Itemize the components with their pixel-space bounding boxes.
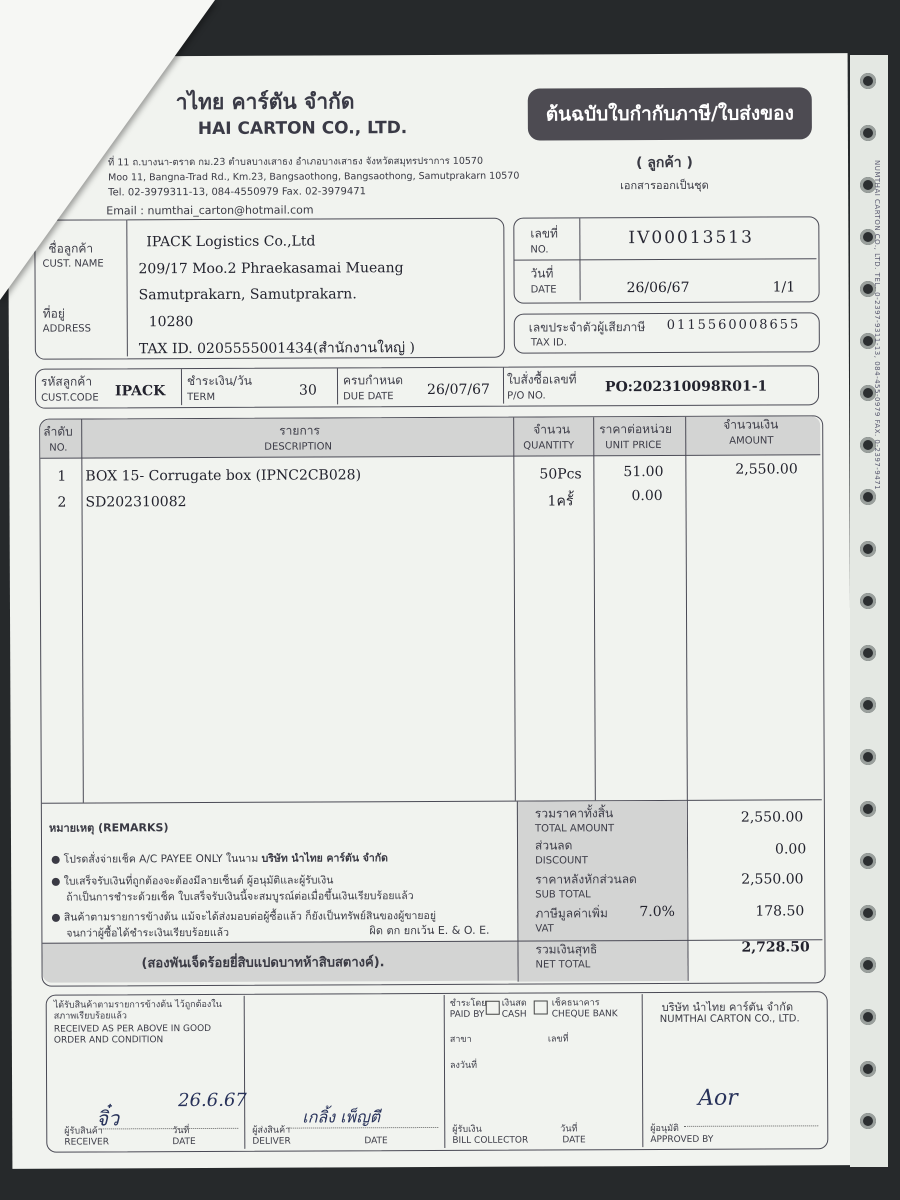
col-price-en: UNIT PRICE bbox=[605, 439, 662, 452]
total-amount: 2,550.00 bbox=[740, 809, 804, 826]
cust-code: IPACK bbox=[115, 383, 166, 400]
col-amount-th: จำนวนเงิน bbox=[723, 417, 779, 432]
row-2-desc: SD202310082 bbox=[85, 494, 187, 511]
invoice-no-label-th: เลขที่ bbox=[530, 226, 558, 241]
company-tel: Tel. 02-3979311-13, 084-4550979 Fax. 02-3979471 bbox=[108, 186, 366, 199]
remark-3: ถ้าเป็นการชำระด้วยเช็ค ใบเสร็จรับเงินนี้จะสมบูรณ์ต่อเมื่อขึ้นเงินเรียบร้อยแล้ว bbox=[66, 890, 414, 904]
col-qty-en: QUANTITY bbox=[523, 440, 575, 452]
address-label-en: ADDRESS bbox=[42, 323, 91, 335]
row-1-no: 1 bbox=[57, 468, 67, 485]
feed-hole bbox=[860, 749, 876, 765]
deliver-date-label-en: DATE bbox=[364, 1136, 388, 1147]
po-label-en: P/O NO. bbox=[507, 390, 546, 402]
receiver-signature: จิ๋ว bbox=[96, 1106, 120, 1131]
feed-hole bbox=[860, 697, 876, 713]
remark-1 bbox=[51, 849, 388, 867]
remarks-title: หมายเหตุ (REMARKS) bbox=[48, 821, 169, 835]
branch-label: สาขา bbox=[449, 1034, 472, 1045]
receiver-date-label-en: DATE bbox=[172, 1137, 196, 1148]
col-price-th: ราคาต่อหน่วย bbox=[599, 421, 673, 437]
invoice-page: 1/1 bbox=[772, 279, 796, 296]
approver-signature: Aor bbox=[698, 1085, 738, 1111]
col-amount-en: AMOUNT bbox=[729, 435, 774, 447]
feed-hole bbox=[860, 801, 876, 817]
due-date: 26/07/67 bbox=[427, 381, 490, 399]
feed-hole bbox=[860, 593, 876, 609]
cust-name-label-th: ชื่อลูกค้า bbox=[48, 241, 94, 256]
feed-hole bbox=[860, 1061, 876, 1077]
address-label-th: ที่อยู่ bbox=[42, 306, 65, 321]
tractor-feed-strip bbox=[850, 55, 888, 1167]
document-title: ต้นฉบับใบกำกับภาษี/ใบส่งของ bbox=[528, 87, 812, 140]
remark-4-text: สินค้าตามรายการข้างต้น แม้จะได้ส่งมอบต่อผู้ซื้อแล้ว ก็ยังเป็นทรัพย์สินของผู้ขายอยู่ bbox=[63, 909, 437, 924]
subtotal-amount: 2,550.00 bbox=[741, 871, 804, 888]
term-days: 30 bbox=[299, 382, 317, 399]
vat-label-th: ภาษีมูลค่าเพิ่ม bbox=[535, 906, 608, 921]
collector-date-label-th: วันที่ bbox=[560, 1124, 578, 1135]
cust-code-label-th: รหัสลูกค้า bbox=[40, 374, 93, 389]
company-address-en: Moo 11, Bangna-Trad Rd., Km.23, Bangsaothong, Bangsaothong, Samutprakarn 10570 bbox=[108, 170, 520, 184]
feed-hole bbox=[860, 957, 876, 973]
row-1-price: 51.00 bbox=[623, 463, 664, 481]
paid-by-label bbox=[450, 999, 487, 1021]
total-label-th: รวมราคาทั้งสิ้น bbox=[534, 806, 614, 821]
col-qty-th: จำนวน bbox=[533, 422, 571, 437]
footer-company-en: NUMTHAI CARTON CO., LTD. bbox=[659, 1013, 800, 1026]
invoice-no-label-en: NO. bbox=[530, 244, 549, 256]
col-no-th: ลำดับ bbox=[43, 424, 73, 439]
receiver-label-en: RECEIVER bbox=[64, 1137, 110, 1148]
cash-en: CASH bbox=[501, 1009, 527, 1020]
eoe-note: ผิด ตก ยกเว้น E. & O. E. bbox=[369, 923, 490, 938]
feed-hole bbox=[860, 853, 876, 869]
feed-hole bbox=[860, 489, 876, 505]
row-1-amount: 2,550.00 bbox=[735, 461, 798, 478]
bullet-icon: ● bbox=[51, 853, 61, 866]
subtotal-label-en: SUB TOTAL bbox=[535, 889, 591, 901]
feed-hole bbox=[860, 1009, 876, 1025]
feed-hole bbox=[860, 125, 876, 141]
paid-by-th: ชำระโดย bbox=[449, 998, 487, 1009]
terms-divider-2 bbox=[337, 368, 338, 404]
invoice-date-label-th: วันที่ bbox=[530, 266, 554, 281]
remark-5: จนกว่าผู้ซื้อได้ชำระเงินเรียบร้อยแล้ว bbox=[66, 926, 230, 940]
invoice-number: IV00013513 bbox=[628, 227, 754, 249]
document-set-note: เอกสารออกเป็นชุด bbox=[620, 178, 709, 193]
term-label-en: TERM bbox=[187, 391, 216, 404]
feed-hole bbox=[860, 905, 876, 921]
customer-address-line1: 209/17 Moo.2 Phraekasamai Mueang bbox=[138, 260, 404, 278]
feed-strip-text: NUMTHAI CARTON CO., LTD. TEL. 0-2397-9311-13, 084-455-0979 FAX. 0-2397-9471 bbox=[873, 160, 881, 491]
received-note-en: RECEIVED AS PER ABOVE IN GOOD ORDER AND CONDITION bbox=[53, 1023, 212, 1046]
bullet-icon: ● bbox=[51, 875, 61, 888]
due-label-th: ครบกำหนด bbox=[342, 373, 404, 388]
discount-label-en: DISCOUNT bbox=[535, 855, 588, 867]
company-name-en: HAI CARTON CO., LTD. bbox=[197, 118, 408, 140]
row-2-qty: 1ครั้ bbox=[547, 493, 574, 510]
footer-company-th: บริษัท นำไทย คาร์ตัน จำกัด bbox=[661, 1000, 794, 1014]
vat-amount: 178.50 bbox=[755, 903, 805, 920]
invoice-date: 26/06/67 bbox=[626, 279, 690, 297]
cheque-en: CHEQUE BANK bbox=[551, 1009, 618, 1020]
receiver-label-th: ผู้รับสินค้า bbox=[64, 1126, 103, 1137]
seller-tax-label-th: เลขประจำตัวผู้เสียภาษี bbox=[528, 320, 646, 335]
amount-in-words: (สองพันเจ็ดร้อยยี่สิบแปดบาทห้าสิบสตางค์). bbox=[141, 955, 385, 972]
subtotal-label-th: ราคาหลังหักส่วนลด bbox=[535, 872, 637, 887]
customer-tax-id: TAX ID. 0205555001434(สำนักงานใหญ่ ) bbox=[138, 340, 416, 358]
term-label-th: ชำระเงิน/วัน bbox=[186, 373, 252, 389]
net-label-th: รวมเงินสุทธิ bbox=[535, 942, 598, 957]
col-no-en: NO. bbox=[49, 442, 68, 454]
cheque-checkbox[interactable] bbox=[534, 1000, 548, 1014]
approved-label-en: APPROVED BY bbox=[650, 1134, 714, 1146]
customer-address-line3: 10280 bbox=[148, 314, 194, 331]
discount-amount: 0.00 bbox=[775, 841, 807, 858]
company-name-th: าไทย คาร์ตัน จำกัด bbox=[175, 89, 355, 115]
deliver-label-th: ผู้ส่งสินค้า bbox=[252, 1125, 291, 1136]
po-number: PO:202310098R01-1 bbox=[604, 378, 768, 396]
invoice-date-label-en: DATE bbox=[530, 284, 557, 296]
cust-code-label-en: CUST.CODE bbox=[41, 392, 99, 404]
cheque-date-label: ลงวันที่ bbox=[449, 1060, 478, 1071]
remark-1-text: โปรดสั่งจ่ายเช็ค A/C PAYEE ONLY ในนาม bbox=[63, 852, 262, 866]
col-desc-th: รายการ bbox=[279, 423, 320, 438]
overlapping-paper-corner bbox=[0, 0, 215, 300]
cheque-no-label: เลขที่ bbox=[547, 1034, 569, 1045]
discount-label-th: ส่วนลด bbox=[534, 838, 573, 853]
cust-name-label-en: CUST. NAME bbox=[42, 258, 104, 270]
bullet-icon: ● bbox=[51, 911, 61, 924]
collector-date-label-en: DATE bbox=[562, 1135, 586, 1146]
feed-hole bbox=[860, 645, 876, 661]
feed-hole bbox=[860, 1113, 876, 1129]
vat-label-en: VAT bbox=[535, 923, 554, 935]
row-2-no: 2 bbox=[57, 494, 67, 511]
deliver-signature: เกลิ้ง เพ็ญตี bbox=[302, 1107, 381, 1127]
feed-hole bbox=[860, 73, 876, 89]
cheque-label bbox=[552, 998, 618, 1020]
collector-label-th: ผู้รับเงิน bbox=[452, 1124, 482, 1135]
po-label-th: ใบสั่งซื้อเลขที่ bbox=[506, 372, 577, 387]
seller-tax-label-en: TAX ID. bbox=[530, 337, 567, 349]
document-copy-label: ( ลูกค้า ) bbox=[636, 154, 693, 172]
terms-divider-3 bbox=[503, 368, 504, 404]
customer-address-line2: Samutprakarn, Samutprakarn. bbox=[138, 286, 357, 304]
col-desc-en: DESCRIPTION bbox=[264, 441, 332, 453]
receiver-date-label-th: วันที่ bbox=[172, 1126, 190, 1137]
cash-checkbox[interactable] bbox=[486, 1001, 500, 1015]
row-1-desc: BOX 15- Corrugate box (IPNC2CB028) bbox=[85, 467, 362, 485]
received-note-th: ได้รับสินค้าตามรายการข้างต้น ไว้ถูกต้องในสภาพเรียบร้อยแล้ว bbox=[53, 999, 222, 1022]
approved-label-th: ผู้อนุมัติ bbox=[650, 1123, 679, 1135]
feed-hole bbox=[860, 541, 876, 557]
remark-1-company: บริษัท นำไทย คาร์ตัน จำกัด bbox=[261, 852, 388, 865]
total-label-en: TOTAL AMOUNT bbox=[534, 823, 615, 835]
cash-th: เงินสด bbox=[501, 998, 527, 1009]
terms-divider-1 bbox=[181, 369, 182, 405]
collector-label-en: BILL COLLECTOR bbox=[452, 1135, 529, 1146]
customer-name: IPACK Logistics Co.,Ltd bbox=[146, 233, 316, 251]
row-1-qty: 50Pcs bbox=[539, 466, 582, 483]
cheque-th: เช็คธนาคาร bbox=[551, 998, 600, 1009]
seller-tax-id: 0115560008655 bbox=[666, 317, 801, 333]
company-email: Email : numthai_carton@hotmail.com bbox=[106, 203, 314, 218]
net-total: 2,728.50 bbox=[741, 939, 810, 956]
company-address-th: ที่ 11 ถ.บางนา-ตราด กม.23 ตำบลบางเสาธง อำเภอบางเสาธง จังหวัดสมุทรปราการ 10570 bbox=[108, 155, 484, 169]
row-2-price: 0.00 bbox=[631, 487, 663, 505]
cash-label bbox=[502, 999, 527, 1021]
paid-by-en: PAID BY bbox=[449, 1009, 485, 1020]
net-label-en: NET TOTAL bbox=[535, 959, 591, 971]
due-label-en: DUE DATE bbox=[343, 391, 394, 403]
vat-rate: 7.0% bbox=[639, 903, 675, 921]
receiver-handwritten-date: 26.6.67 bbox=[178, 1089, 247, 1112]
deliver-label-en: DELIVER bbox=[252, 1136, 291, 1147]
table-header-shade bbox=[40, 416, 820, 457]
remark-2-text: ใบเสร็จรับเงินที่ถูกต้องจะต้องมีลายเซ็นต์ ผู้อนุมัติและผู้รับเงิน bbox=[63, 874, 334, 888]
